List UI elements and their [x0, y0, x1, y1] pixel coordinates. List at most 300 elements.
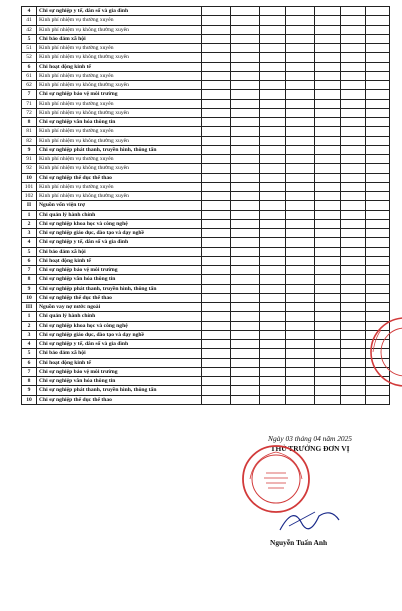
value-cell [260, 34, 286, 43]
value-cell [341, 210, 366, 219]
value-cell [231, 182, 260, 191]
row-number: 101 [22, 182, 37, 191]
value-cell [286, 386, 315, 395]
value-cell [315, 155, 341, 164]
value-cell [341, 99, 366, 108]
value-cell [286, 44, 315, 53]
value-cell [260, 330, 286, 339]
value-cell [315, 7, 341, 16]
partial-seal-stamp [365, 312, 402, 392]
row-label: Chi sự nghiệp thể dục thể thao [37, 173, 202, 182]
value-cell [286, 349, 315, 358]
value-cell [341, 330, 366, 339]
row-label: Kinh phí nhiệm vụ không thường xuyên [37, 53, 202, 62]
value-cell [286, 210, 315, 219]
value-cell [286, 71, 315, 80]
table-row [22, 266, 390, 275]
value-cell [260, 182, 286, 191]
value-cell [260, 127, 286, 136]
value-cell [341, 34, 366, 43]
table-row [22, 256, 390, 265]
table-row [22, 25, 390, 34]
value-cell [286, 395, 315, 404]
value-cell [231, 330, 260, 339]
row-number: 62 [22, 81, 37, 90]
value-cell [202, 7, 231, 16]
row-number: 5 [22, 34, 37, 43]
table-row [22, 321, 390, 330]
value-cell [366, 62, 390, 71]
value-cell [260, 90, 286, 99]
table-row [22, 7, 390, 16]
value-cell [315, 386, 341, 395]
value-cell [260, 238, 286, 247]
row-number: 92 [22, 164, 37, 173]
row-label: Chi hoạt động kinh tế [37, 62, 202, 71]
value-cell [231, 53, 260, 62]
row-label: Kinh phí nhiệm vụ thường xuyên [37, 127, 202, 136]
row-number: 81 [22, 127, 37, 136]
value-cell [202, 53, 231, 62]
row-label: Chi hoạt động kinh tế [37, 256, 202, 265]
row-label: Kinh phí nhiệm vụ thường xuyên [37, 99, 202, 108]
value-cell [260, 25, 286, 34]
value-cell [231, 155, 260, 164]
value-cell [202, 377, 231, 386]
value-cell [260, 7, 286, 16]
value-cell [366, 81, 390, 90]
value-cell [315, 99, 341, 108]
table-row [22, 219, 390, 228]
value-cell [366, 275, 390, 284]
table-row [22, 99, 390, 108]
value-cell [202, 71, 231, 80]
table-row [22, 210, 390, 219]
value-cell [202, 229, 231, 238]
value-cell [231, 247, 260, 256]
row-label: Chi sự nghiệp khoa học và công nghệ [37, 321, 202, 330]
value-cell [231, 136, 260, 145]
value-cell [286, 16, 315, 25]
value-cell [315, 127, 341, 136]
value-cell [315, 44, 341, 53]
value-cell [286, 155, 315, 164]
value-cell [341, 182, 366, 191]
value-cell [286, 321, 315, 330]
value-cell [286, 81, 315, 90]
value-cell [366, 7, 390, 16]
table-row [22, 182, 390, 191]
row-number: 5 [22, 247, 37, 256]
value-cell [315, 247, 341, 256]
value-cell [286, 62, 315, 71]
value-cell [341, 312, 366, 321]
value-cell [231, 7, 260, 16]
row-label: Kinh phí nhiệm vụ thường xuyên [37, 71, 202, 80]
value-cell [202, 145, 231, 154]
value-cell [286, 330, 315, 339]
value-cell [315, 145, 341, 154]
row-label: Chi sự nghiệp bảo vệ môi trường [37, 266, 202, 275]
value-cell [341, 81, 366, 90]
value-cell [366, 118, 390, 127]
value-cell [366, 238, 390, 247]
table-row [22, 53, 390, 62]
table-row [22, 34, 390, 43]
value-cell [231, 25, 260, 34]
value-cell [366, 136, 390, 145]
value-cell [202, 395, 231, 404]
table-row [22, 44, 390, 53]
value-cell [341, 108, 366, 117]
value-cell [231, 71, 260, 80]
table-row [22, 71, 390, 80]
value-cell [341, 340, 366, 349]
value-cell [231, 367, 260, 376]
row-label: Chi sự nghiệp y tế, dân số và gia đình [37, 7, 202, 16]
value-cell [231, 266, 260, 275]
value-cell [202, 182, 231, 191]
value-cell [202, 367, 231, 376]
table-row [22, 164, 390, 173]
value-cell [202, 219, 231, 228]
row-number: 2 [22, 219, 37, 228]
row-number: 1 [22, 312, 37, 321]
value-cell [231, 201, 260, 210]
value-cell [202, 358, 231, 367]
row-label: Chi sự nghiệp giáo dục, đào tạo và dạy nghề [37, 330, 202, 339]
value-cell [202, 118, 231, 127]
value-cell [202, 192, 231, 201]
signature-date: Ngày 03 tháng 04 năm 2025 [268, 434, 352, 443]
row-number: 91 [22, 155, 37, 164]
budget-table-container [21, 6, 389, 405]
value-cell [315, 349, 341, 358]
value-cell [260, 155, 286, 164]
value-cell [202, 108, 231, 117]
value-cell [341, 71, 366, 80]
value-cell [231, 34, 260, 43]
value-cell [202, 238, 231, 247]
value-cell [366, 90, 390, 99]
value-cell [202, 312, 231, 321]
row-label: Kinh phí nhiệm vụ thường xuyên [37, 16, 202, 25]
value-cell [341, 155, 366, 164]
row-number: 41 [22, 16, 37, 25]
value-cell [286, 256, 315, 265]
value-cell [341, 201, 366, 210]
value-cell [231, 386, 260, 395]
row-label: Chi sự nghiệp phát thanh, truyền hình, thông tấn [37, 284, 202, 293]
value-cell [315, 358, 341, 367]
value-cell [260, 303, 286, 312]
value-cell [260, 53, 286, 62]
value-cell [231, 210, 260, 219]
value-cell [202, 321, 231, 330]
value-cell [202, 303, 231, 312]
value-cell [366, 256, 390, 265]
value-cell [315, 34, 341, 43]
value-cell [231, 99, 260, 108]
value-cell [315, 136, 341, 145]
value-cell [202, 349, 231, 358]
value-cell [286, 266, 315, 275]
value-cell [286, 164, 315, 173]
value-cell [341, 247, 366, 256]
value-cell [341, 173, 366, 182]
value-cell [286, 90, 315, 99]
table-row [22, 275, 390, 284]
value-cell [231, 358, 260, 367]
value-cell [286, 238, 315, 247]
row-label: Kinh phí nhiệm vụ thường xuyên [37, 44, 202, 53]
value-cell [341, 303, 366, 312]
value-cell [260, 44, 286, 53]
value-cell [315, 81, 341, 90]
value-cell [341, 16, 366, 25]
value-cell [366, 303, 390, 312]
row-label: Chi sự nghiệp bảo vệ môi trường [37, 367, 202, 376]
value-cell [260, 164, 286, 173]
row-number: 7 [22, 90, 37, 99]
row-label: Kinh phí nhiệm vụ thường xuyên [37, 182, 202, 191]
value-cell [260, 145, 286, 154]
value-cell [260, 201, 286, 210]
value-cell [315, 340, 341, 349]
value-cell [260, 210, 286, 219]
row-label: Kinh phí nhiệm vụ không thường xuyên [37, 25, 202, 34]
row-label: Chi sự nghiệp thể dục thể thao [37, 395, 202, 404]
value-cell [286, 229, 315, 238]
table-row [22, 173, 390, 182]
row-label: Chi sự nghiệp văn hóa thông tin [37, 377, 202, 386]
value-cell [286, 173, 315, 182]
value-cell [341, 25, 366, 34]
budget-table [21, 6, 390, 405]
table-row [22, 90, 390, 99]
value-cell [315, 256, 341, 265]
value-cell [366, 127, 390, 136]
table-row [22, 303, 390, 312]
row-label: Chi sự nghiệp khoa học và công nghệ [37, 219, 202, 228]
value-cell [366, 201, 390, 210]
value-cell [315, 62, 341, 71]
value-cell [260, 293, 286, 302]
row-label: Chi sự nghiệp y tế, dân số và gia đình [37, 340, 202, 349]
row-number: 3 [22, 229, 37, 238]
row-number: 52 [22, 53, 37, 62]
row-number: 6 [22, 358, 37, 367]
row-number: 2 [22, 321, 37, 330]
value-cell [231, 293, 260, 302]
value-cell [315, 71, 341, 80]
value-cell [202, 210, 231, 219]
value-cell [366, 25, 390, 34]
value-cell [341, 136, 366, 145]
value-cell [315, 312, 341, 321]
table-row [22, 330, 390, 339]
value-cell [260, 62, 286, 71]
table-body [22, 7, 390, 405]
row-number: 9 [22, 145, 37, 154]
row-number: III [22, 303, 37, 312]
value-cell [366, 155, 390, 164]
row-number: 72 [22, 108, 37, 117]
value-cell [286, 303, 315, 312]
value-cell [260, 108, 286, 117]
table-row [22, 340, 390, 349]
value-cell [315, 377, 341, 386]
row-number: 9 [22, 386, 37, 395]
value-cell [260, 367, 286, 376]
handwritten-signature [275, 500, 345, 540]
value-cell [202, 44, 231, 53]
value-cell [231, 284, 260, 293]
value-cell [260, 275, 286, 284]
value-cell [341, 53, 366, 62]
value-cell [341, 266, 366, 275]
table-row [22, 145, 390, 154]
value-cell [286, 25, 315, 34]
value-cell [366, 219, 390, 228]
table-row [22, 201, 390, 210]
value-cell [231, 238, 260, 247]
row-number: 102 [22, 192, 37, 201]
row-number: II [22, 201, 37, 210]
value-cell [315, 182, 341, 191]
value-cell [202, 256, 231, 265]
row-label: Chi sự nghiệp văn hóa thông tin [37, 275, 202, 284]
value-cell [231, 303, 260, 312]
value-cell [231, 219, 260, 228]
row-number: 8 [22, 118, 37, 127]
value-cell [286, 99, 315, 108]
row-label: Chi bảo đảm xã hội [37, 247, 202, 256]
value-cell [260, 136, 286, 145]
value-cell [341, 358, 366, 367]
value-cell [315, 25, 341, 34]
value-cell [231, 395, 260, 404]
value-cell [286, 7, 315, 16]
value-cell [260, 377, 286, 386]
value-cell [260, 358, 286, 367]
row-label: Chi sự nghiệp phát thanh, truyền hình, thông tấn [37, 386, 202, 395]
value-cell [315, 90, 341, 99]
value-cell [366, 266, 390, 275]
row-number: 7 [22, 266, 37, 275]
value-cell [315, 210, 341, 219]
value-cell [286, 367, 315, 376]
row-number: 9 [22, 284, 37, 293]
value-cell [315, 53, 341, 62]
value-cell [231, 44, 260, 53]
value-cell [366, 229, 390, 238]
table-row [22, 136, 390, 145]
value-cell [341, 293, 366, 302]
value-cell [341, 127, 366, 136]
value-cell [315, 219, 341, 228]
signer-name: Nguyễn Tuấn Anh [270, 538, 328, 547]
value-cell [231, 256, 260, 265]
signature-role: THỦ TRƯỞNG ĐƠN VỊ [270, 444, 350, 453]
value-cell [231, 192, 260, 201]
value-cell [231, 377, 260, 386]
value-cell [260, 229, 286, 238]
value-cell [202, 340, 231, 349]
value-cell [260, 386, 286, 395]
table-row [22, 192, 390, 201]
value-cell [315, 395, 341, 404]
row-number: 3 [22, 330, 37, 339]
value-cell [260, 118, 286, 127]
value-cell [202, 284, 231, 293]
value-cell [202, 127, 231, 136]
row-number: 10 [22, 293, 37, 302]
table-row [22, 349, 390, 358]
value-cell [260, 340, 286, 349]
value-cell [202, 136, 231, 145]
value-cell [260, 16, 286, 25]
value-cell [315, 164, 341, 173]
row-number: 8 [22, 275, 37, 284]
value-cell [341, 90, 366, 99]
value-cell [286, 145, 315, 154]
row-label: Chi bảo đảm xã hội [37, 34, 202, 43]
value-cell [286, 284, 315, 293]
row-number: 4 [22, 340, 37, 349]
value-cell [366, 210, 390, 219]
value-cell [341, 164, 366, 173]
value-cell [315, 108, 341, 117]
table-row [22, 16, 390, 25]
value-cell [341, 349, 366, 358]
value-cell [231, 127, 260, 136]
row-label: Chi sự nghiệp y tế, dân số và gia đình [37, 238, 202, 247]
value-cell [286, 136, 315, 145]
value-cell [341, 321, 366, 330]
row-label: Chi quản lý hành chính [37, 312, 202, 321]
value-cell [260, 395, 286, 404]
value-cell [231, 81, 260, 90]
row-label: Kinh phí nhiệm vụ không thường xuyên [37, 136, 202, 145]
value-cell [315, 201, 341, 210]
row-label: Chi sự nghiệp giáo dục, đào tạo và dạy nghề [37, 229, 202, 238]
table-row [22, 62, 390, 71]
table-row [22, 247, 390, 256]
value-cell [341, 256, 366, 265]
value-cell [366, 99, 390, 108]
value-cell [260, 71, 286, 80]
value-cell [231, 275, 260, 284]
value-cell [315, 192, 341, 201]
value-cell [202, 247, 231, 256]
row-number: 71 [22, 99, 37, 108]
value-cell [286, 377, 315, 386]
value-cell [260, 173, 286, 182]
value-cell [202, 164, 231, 173]
row-label: Kinh phí nhiệm vụ thường xuyên [37, 155, 202, 164]
value-cell [286, 358, 315, 367]
value-cell [202, 266, 231, 275]
table-row [22, 312, 390, 321]
value-cell [315, 284, 341, 293]
value-cell [260, 321, 286, 330]
value-cell [202, 81, 231, 90]
value-cell [315, 293, 341, 302]
value-cell [202, 201, 231, 210]
value-cell [341, 229, 366, 238]
value-cell [231, 16, 260, 25]
